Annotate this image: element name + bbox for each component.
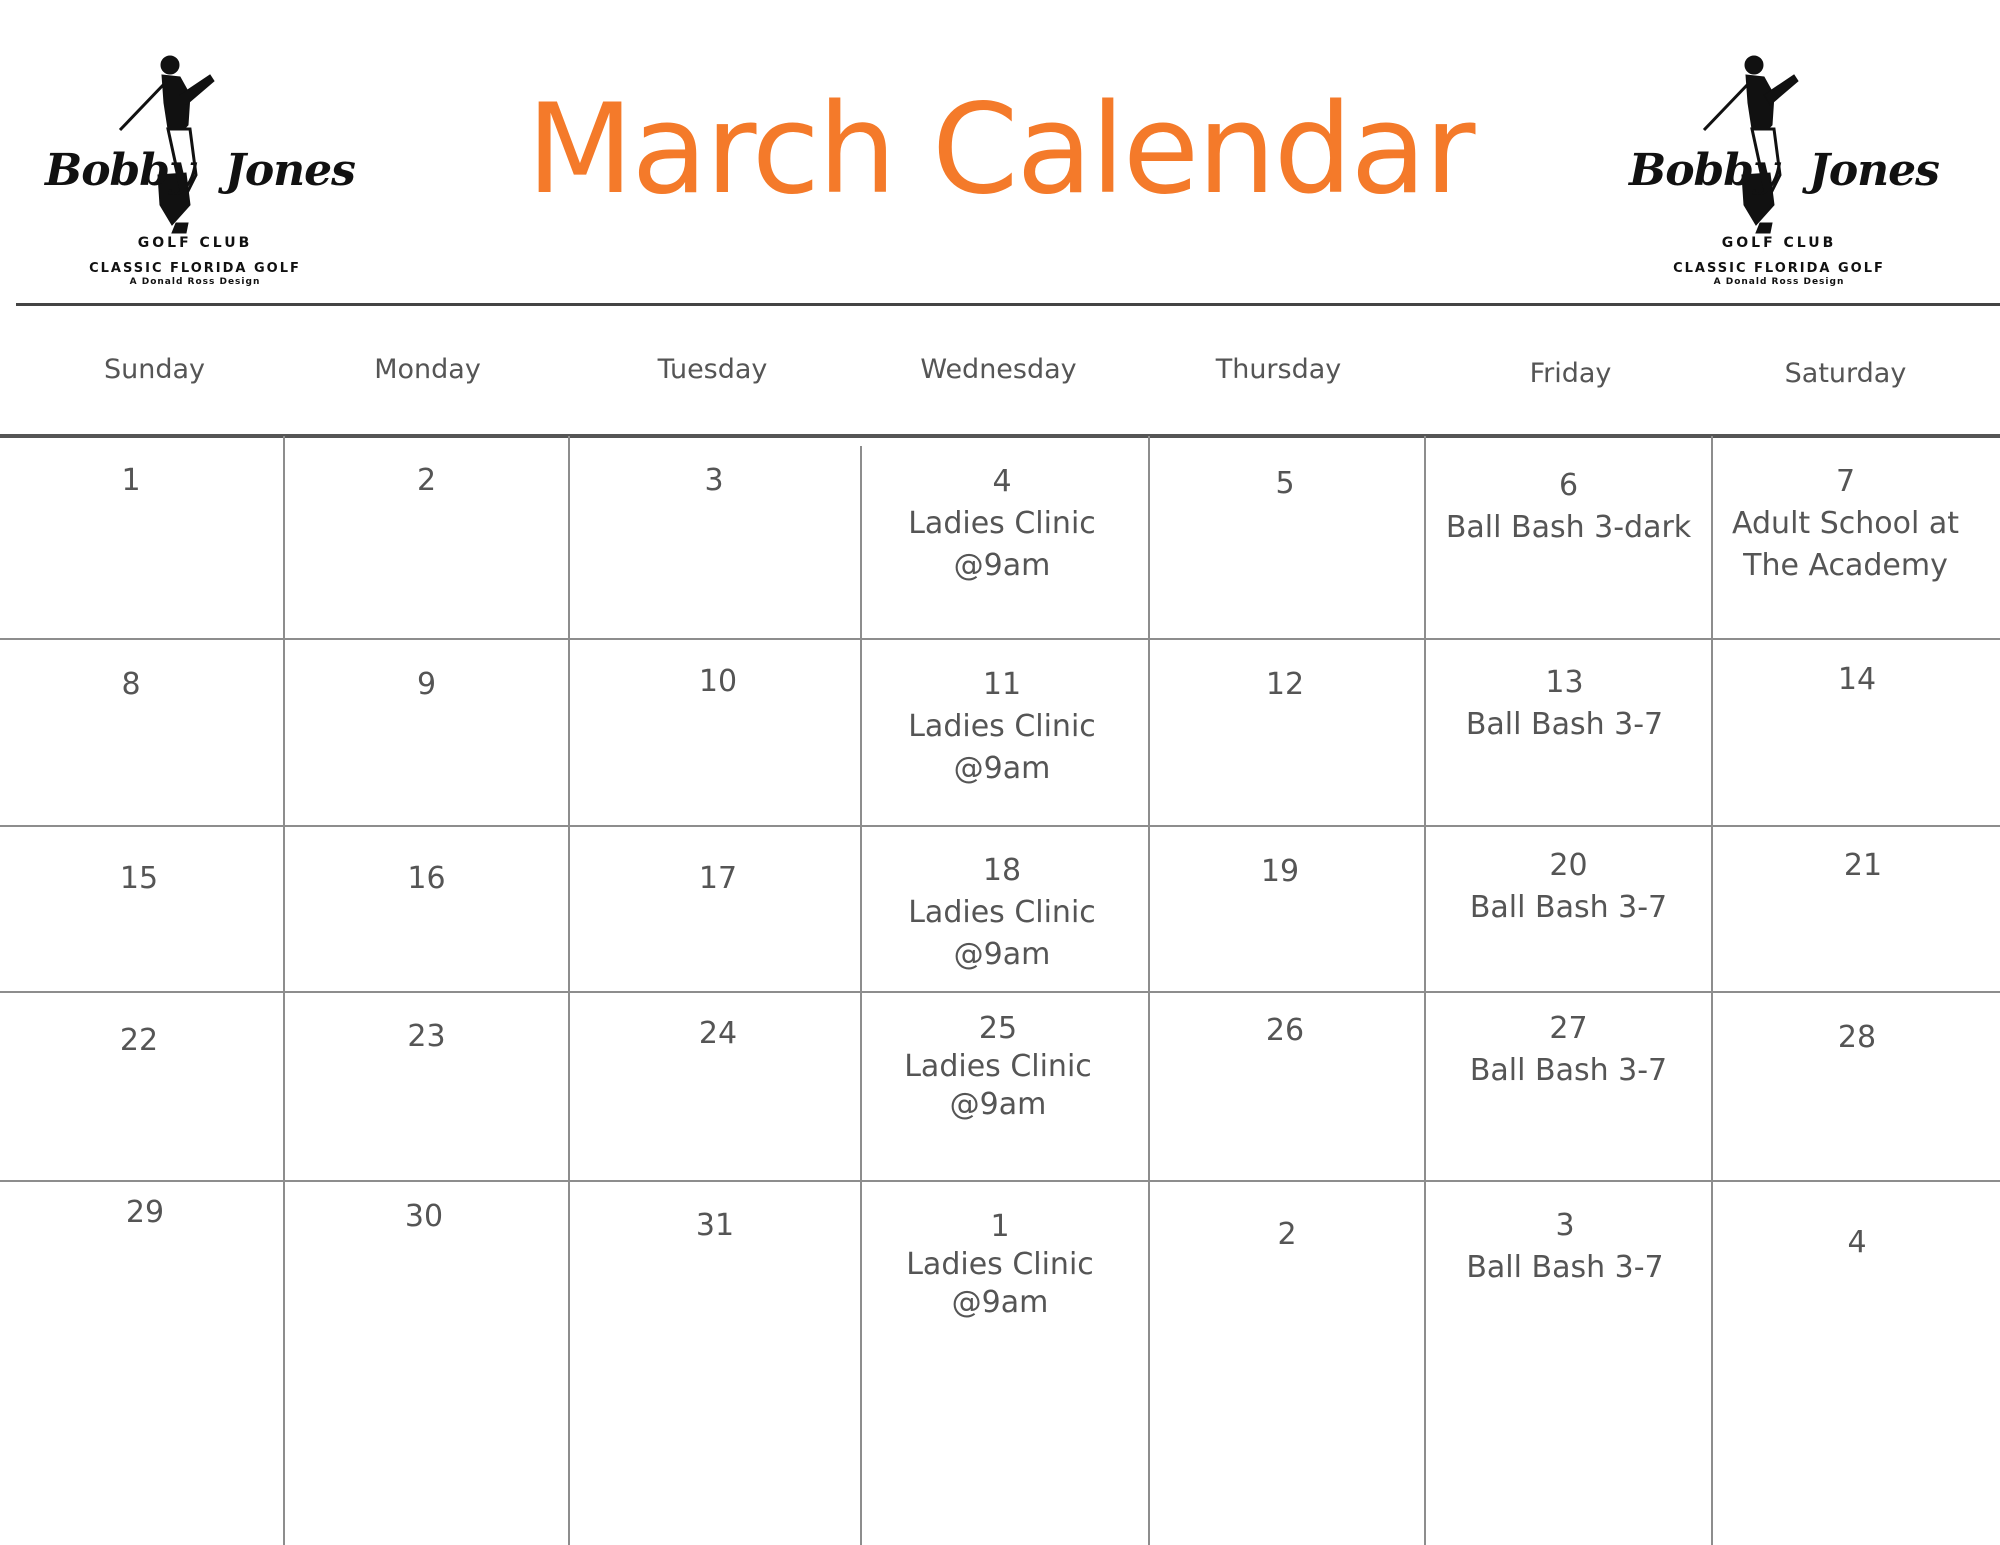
day-cell (570, 460, 858, 502)
logo-club: GOLF CLUB (137, 235, 253, 251)
event-label: Ladies Clinic @9am (904, 1049, 1092, 1122)
day-cell (1713, 1222, 2000, 1264)
day-cell (1426, 465, 1711, 549)
event-label: Ball Bash 3-dark (1445, 510, 1692, 545)
day-cell (1713, 1017, 2000, 1059)
day-number: 20 (1549, 848, 1588, 883)
logo-subline: A Donald Ross Design (129, 277, 261, 287)
day-number: 14 (1837, 662, 1877, 697)
day-number: 5 (1275, 466, 1295, 501)
grid-line (568, 436, 570, 1545)
day-number: 29 (125, 1195, 165, 1230)
day-cell (1426, 662, 1703, 746)
day-cell (1150, 1010, 1420, 1052)
day-cell (0, 664, 262, 706)
day-number: 11 (982, 667, 1022, 702)
day-cell (1713, 659, 2000, 701)
weekday-thursday: Thursday (1215, 354, 1342, 385)
day-number: 3 (1555, 1208, 1575, 1243)
day-cell (1713, 461, 1978, 587)
day-number: 8 (121, 667, 141, 702)
day-cell (1426, 845, 1711, 929)
day-cell (285, 664, 568, 706)
day-cell (1426, 1205, 1704, 1289)
day-cell (1713, 845, 2000, 887)
weekday-friday: Friday (1529, 358, 1612, 389)
grid-line (860, 446, 862, 1545)
logo-subline: A Donald Ross Design (1713, 277, 1845, 287)
event-label: Ladies Clinic @9am (908, 506, 1096, 583)
day-cell (0, 460, 262, 502)
logo-tagline: CLASSIC FLORIDA GOLF (1673, 261, 1885, 276)
weekday-saturday: Saturday (1784, 358, 1907, 389)
day-number: 26 (1265, 1013, 1305, 1048)
grid-line (0, 638, 2000, 640)
grid-line (0, 991, 2000, 993)
day-number: 27 (1549, 1011, 1588, 1046)
day-cell (862, 664, 1142, 790)
day-cell (862, 1208, 1138, 1322)
day-cell (1426, 1008, 1711, 1092)
day-number: 1 (990, 1209, 1010, 1244)
day-number: 2 (416, 463, 437, 498)
day-number: 25 (978, 1011, 1018, 1046)
day-cell (570, 858, 866, 900)
event-label: Ladies Clinic @9am (906, 1247, 1094, 1320)
grid-line (283, 436, 285, 1545)
day-number: 19 (1260, 854, 1300, 889)
logo-tagline: CLASSIC FLORIDA GOLF (89, 261, 301, 276)
day-number: 1 (121, 463, 141, 498)
day-number: 23 (407, 1019, 446, 1054)
day-cell (0, 858, 278, 900)
day-number: 10 (698, 664, 738, 699)
day-number: 4 (1847, 1225, 1867, 1260)
day-number: 24 (698, 1016, 738, 1051)
grid-line (1148, 436, 1150, 1545)
weekday-sunday: Sunday (103, 354, 206, 385)
logo-club: GOLF CLUB (1721, 235, 1837, 251)
event-label: Adult School at The Academy (1732, 506, 1959, 583)
day-cell (862, 850, 1142, 976)
weekday-divider (0, 434, 2000, 438)
day-number: 6 (1558, 468, 1579, 503)
day-number: 3 (704, 463, 724, 498)
header-divider (16, 303, 2000, 306)
day-number: 28 (1837, 1020, 1877, 1055)
event-label: Ladies Clinic @9am (908, 709, 1096, 786)
day-number: 17 (698, 861, 738, 896)
day-number: 18 (982, 853, 1022, 888)
grid-line (0, 1180, 2000, 1182)
day-cell (1150, 463, 1420, 505)
event-label: Ball Bash 3-7 (1466, 1250, 1664, 1285)
day-number: 21 (1843, 848, 1883, 883)
day-cell (0, 1192, 290, 1234)
day-cell (570, 661, 866, 703)
day-number: 9 (416, 667, 437, 702)
logo-right (1624, 55, 1939, 295)
day-cell (285, 1016, 568, 1058)
weekday-wednesday: Wednesday (920, 354, 1077, 385)
day-cell (285, 460, 568, 502)
day-number: 12 (1265, 667, 1305, 702)
day-cell (570, 1205, 860, 1247)
event-label: Ladies Clinic @9am (908, 895, 1096, 972)
day-number: 30 (404, 1199, 444, 1234)
day-cell (570, 1013, 866, 1055)
day-cell (1150, 851, 1410, 893)
day-number: 2 (1277, 1217, 1297, 1252)
grid-line (0, 825, 2000, 827)
day-number: 16 (407, 861, 446, 896)
event-label: Ball Bash 3-7 (1469, 1053, 1668, 1088)
logo-script-first: Bobby (1629, 145, 1778, 196)
day-cell (285, 1196, 563, 1238)
day-number: 31 (695, 1208, 735, 1243)
day-number: 4 (992, 464, 1012, 499)
page-title: March Calendar (526, 78, 1474, 222)
day-cell (862, 461, 1142, 587)
day-number: 22 (119, 1023, 159, 1058)
day-cell (285, 858, 568, 900)
day-cell (1150, 1214, 1424, 1256)
grid-line (1711, 436, 1713, 1545)
weekday-tuesday: Tuesday (657, 354, 768, 385)
event-label: Ball Bash 3-7 (1465, 707, 1664, 742)
logo-script-last: Jones (225, 145, 355, 196)
day-cell (862, 1010, 1134, 1124)
logo-script-first: Bobby (45, 145, 194, 196)
day-cell (0, 1020, 278, 1062)
day-cell (1150, 664, 1420, 706)
grid-line (1424, 436, 1426, 1545)
day-number: 13 (1545, 665, 1584, 700)
day-number: 15 (119, 861, 159, 896)
logo-left (40, 55, 355, 295)
weekday-monday: Monday (374, 354, 481, 385)
logo-script-last: Jones (1809, 145, 1939, 196)
day-number: 7 (1835, 464, 1856, 499)
event-label: Ball Bash 3-7 (1469, 890, 1668, 925)
